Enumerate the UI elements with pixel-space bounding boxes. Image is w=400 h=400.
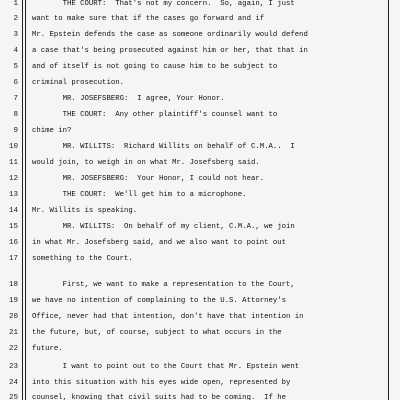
transcript-line [0, 76, 400, 90]
line-text: THE COURT: That's not my concern. So, again, I just [32, 0, 295, 8]
line-number: 8 [13, 111, 18, 119]
line-text: I want to point out to the Court that Mr. Epstein went [32, 363, 300, 371]
line-number: 18 [8, 281, 18, 289]
transcript-line [0, 360, 400, 374]
line-text: THE COURT: We'll get him to a microphone. [32, 191, 247, 199]
line-text: in what Mr. Josefsberg said, and we also want to point out [32, 239, 286, 247]
line-number: 9 [13, 127, 18, 135]
line-text: Mr. Epstein defends the case as someone ordinarily would defend [32, 31, 308, 39]
line-text: we have no intention of complaining to the U.S. Attorney's [32, 297, 286, 305]
line-number: 13 [8, 191, 18, 199]
line-text: THE COURT: Any other plaintiff's counsel want to [32, 111, 278, 119]
line-number: 15 [8, 223, 18, 231]
line-number: 4 [13, 47, 18, 55]
line-number: 12 [8, 175, 18, 183]
line-number: 17 [8, 255, 18, 263]
transcript-line [0, 326, 400, 340]
line-text: future. [32, 345, 63, 353]
transcript-line [0, 220, 400, 234]
transcript-line [0, 92, 400, 106]
line-text: MR. WILLITS: Richard Willits on behalf of C.M.A.. I [32, 143, 295, 151]
line-number: 7 [13, 95, 18, 103]
line-text: MR. WILLITS: On behalf of my client, C.M.A., we join [32, 223, 295, 231]
transcript-line [0, 376, 400, 390]
transcript-line [0, 156, 400, 170]
line-number: 23 [8, 363, 18, 371]
line-text: counsel, knowing that civil suits had to be coming. If he [32, 394, 286, 400]
transcript-line [0, 140, 400, 154]
line-number: 14 [8, 207, 18, 215]
line-text: want to make sure that if the cases go forward and if [32, 15, 265, 23]
line-text: First, we want to make a representation to the Court, [32, 281, 295, 289]
line-text: and of itself is not going to cause him to be subject to [32, 63, 278, 71]
line-number: 11 [8, 159, 18, 167]
transcript-line [0, 342, 400, 356]
line-text: Office, never had that intention, don't have that intention in [32, 313, 304, 321]
line-text: chime in? [32, 127, 72, 135]
line-number: 5 [13, 63, 18, 71]
transcript-line [0, 391, 400, 400]
line-text: something to the Court. [32, 255, 133, 263]
line-number: 22 [8, 345, 18, 353]
line-number: 21 [8, 329, 18, 337]
line-text: into this situation with his eyes wide open, represented by [32, 379, 291, 387]
transcript-line [0, 108, 400, 122]
transcript-line [0, 204, 400, 218]
line-text: criminal prosecution. [32, 79, 124, 87]
line-number: 6 [13, 79, 18, 87]
line-number: 19 [8, 297, 18, 305]
transcript-line [0, 124, 400, 138]
transcript-line [0, 172, 400, 186]
line-number: 16 [8, 239, 18, 247]
transcript-line [0, 236, 400, 250]
transcript-line [0, 0, 400, 11]
line-text: Mr. Willits is speaking. [32, 207, 138, 215]
line-text: MR. JOSEFSBERG: I agree, Your Honor. [32, 95, 225, 103]
transcript-line [0, 12, 400, 26]
line-number: 20 [8, 313, 18, 321]
line-number: 2 [13, 15, 18, 23]
transcript-line [0, 60, 400, 74]
transcript-line [0, 188, 400, 202]
line-text: the future, but, of course, subject to what occurs in the [32, 329, 282, 337]
transcript-line [0, 310, 400, 324]
line-number: 25 [8, 394, 18, 400]
transcript-line [0, 294, 400, 308]
transcript-line [0, 278, 400, 292]
line-number: 3 [13, 31, 18, 39]
line-text: a case that's being prosecuted against him or her, that that in [32, 47, 308, 55]
line-number: 10 [8, 143, 18, 151]
line-text: MR. JOSEFSBERG: Your Honor, I could not hear. [32, 175, 265, 183]
line-number: 1 [13, 0, 18, 8]
transcript-line [0, 44, 400, 58]
transcript-line [0, 28, 400, 42]
transcript-line [0, 252, 400, 266]
line-text: would join, to weigh in on what Mr. Josefsberg said. [32, 159, 260, 167]
line-number: 24 [8, 379, 18, 387]
